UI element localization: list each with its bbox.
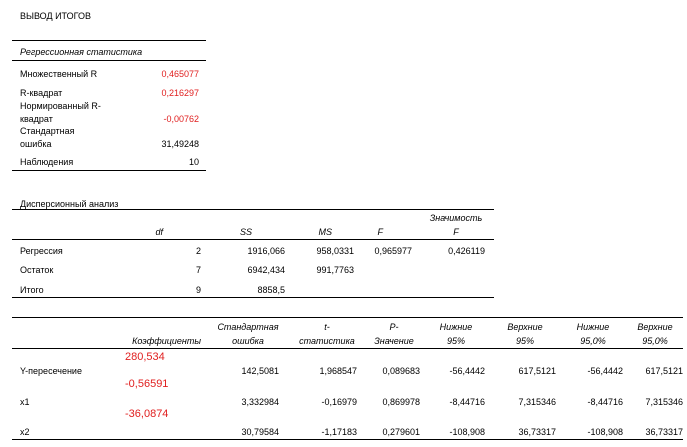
coef-row-t-stat: -1,17183	[321, 427, 357, 437]
anova-row-df: 7	[195, 265, 201, 275]
adjusted-r-squared-label-line1: Нормированный R-	[20, 101, 101, 111]
coef-header-divider	[12, 348, 683, 349]
anova-header-ms: MS	[318, 227, 332, 237]
coef-top-border	[12, 317, 683, 318]
coef-header-coefficients: Коэффициенты	[132, 336, 201, 346]
anova-header-df: df	[155, 227, 163, 237]
observations-value: 10	[188, 157, 199, 167]
coef-header-upper95-line1: Верхние	[507, 322, 543, 332]
coef-header-p-line2: Значение	[374, 336, 414, 346]
anova-row-ss: 8858,5	[257, 285, 285, 295]
anova-header-divider	[12, 239, 494, 240]
coef-row-upper950: 617,5121	[645, 366, 683, 376]
coef-row-lower950: -108,908	[587, 427, 623, 437]
coef-row-p-value: 0,089683	[382, 366, 420, 376]
multiple-r-label: Множественный R	[20, 69, 98, 79]
coef-row-upper950: 36,73317	[645, 427, 683, 437]
coef-header-lower95-line1: Нижние	[439, 322, 473, 332]
coef-row-coefficient: 280,534	[125, 351, 165, 363]
anova-row-df: 2	[195, 246, 201, 256]
anova-row-df: 9	[195, 285, 201, 295]
coef-header-t-line2: статистика	[299, 336, 355, 346]
r-squared-label: R-квадрат	[20, 88, 63, 98]
coef-row-t-stat: 1,968547	[319, 366, 357, 376]
coef-row-coefficient: -36,0874	[125, 408, 169, 420]
coef-row-p-value: 0,869978	[382, 397, 420, 407]
coef-row-lower950: -8,44716	[587, 397, 623, 407]
anova-row-label: Регрессия	[20, 246, 63, 256]
coef-row-label: x1	[20, 397, 30, 407]
standard-error-label-line1: Стандартная	[20, 126, 75, 136]
anova-row-f: 0,965977	[374, 246, 412, 256]
coef-row-upper95: 617,5121	[518, 366, 556, 376]
coef-row-lower95: -108,908	[449, 427, 485, 437]
coef-header-p-line1: P-	[389, 322, 399, 332]
coef-header-se-line1: Стандартная	[217, 322, 279, 332]
coef-row-standard-error: 3,332984	[241, 397, 279, 407]
table-bottom-border	[12, 170, 206, 171]
anova-header-significance-line2: F	[453, 227, 459, 237]
coef-row-lower95: -56,4442	[449, 366, 485, 376]
anova-bottom-border	[12, 297, 494, 298]
anova-header-ss: SS	[239, 227, 252, 237]
coef-row-standard-error: 142,5081	[241, 366, 279, 376]
anova-row-ms: 991,7763	[316, 265, 354, 275]
standard-error-value: 31,49248	[161, 139, 199, 149]
coef-row-t-stat: -0,16979	[321, 397, 357, 407]
standard-error-label-line2: ошибка	[20, 139, 52, 149]
coef-row-coefficient: -0,56591	[125, 378, 169, 390]
multiple-r-value: 0,465077	[161, 69, 199, 79]
coef-row-upper95: 36,73317	[518, 427, 556, 437]
anova-row-label: Итого	[20, 285, 44, 295]
coef-header-lower950-line1: Нижние	[576, 322, 610, 332]
anova-row-ss: 1916,066	[247, 246, 285, 256]
anova-row-label: Остаток	[20, 265, 54, 275]
anova-row-ms: 958,0331	[316, 246, 354, 256]
coef-header-t-line1: t-	[324, 322, 330, 332]
anova-row-ss: 6942,434	[247, 265, 285, 275]
coef-row-label: x2	[20, 427, 30, 437]
regression-stats-header: Регрессионная статистика	[20, 47, 143, 57]
coef-row-lower95: -8,44716	[449, 397, 485, 407]
coef-header-lower950-line2: 95,0%	[580, 336, 606, 346]
r-squared-value: 0,216297	[161, 88, 199, 98]
observations-label: Наблюдения	[20, 157, 74, 167]
coef-row-p-value: 0,279601	[382, 427, 420, 437]
anova-top-border	[12, 209, 494, 210]
coef-header-se-line2: ошибка	[232, 336, 264, 346]
coef-row-upper950: 7,315346	[645, 397, 683, 407]
coef-bottom-border	[12, 439, 683, 440]
adjusted-r-squared-label-line2: квадрат	[20, 114, 53, 124]
coef-header-upper950-line2: 95,0%	[642, 336, 668, 346]
adjusted-r-squared-value: -0,00762	[163, 114, 199, 124]
coef-header-lower95-line2: 95%	[446, 336, 465, 346]
header-divider	[12, 60, 206, 61]
coef-row-label: Y-пересечение	[20, 366, 82, 376]
coef-header-upper95-line2: 95%	[515, 336, 534, 346]
anova-row-significance: 0,426119	[448, 246, 485, 256]
coef-row-lower950: -56,4442	[587, 366, 623, 376]
anova-title: Дисперсионный анализ	[20, 199, 119, 209]
report-title: ВЫВОД ИТОГОВ	[20, 11, 92, 21]
coef-row-upper95: 7,315346	[518, 397, 556, 407]
table-top-border	[12, 40, 206, 41]
coef-row-standard-error: 30,79584	[241, 427, 279, 437]
coef-header-upper950-line1: Верхние	[637, 322, 673, 332]
anova-header-significance-line1: Значимость	[429, 213, 483, 223]
anova-header-f: F	[377, 227, 383, 237]
